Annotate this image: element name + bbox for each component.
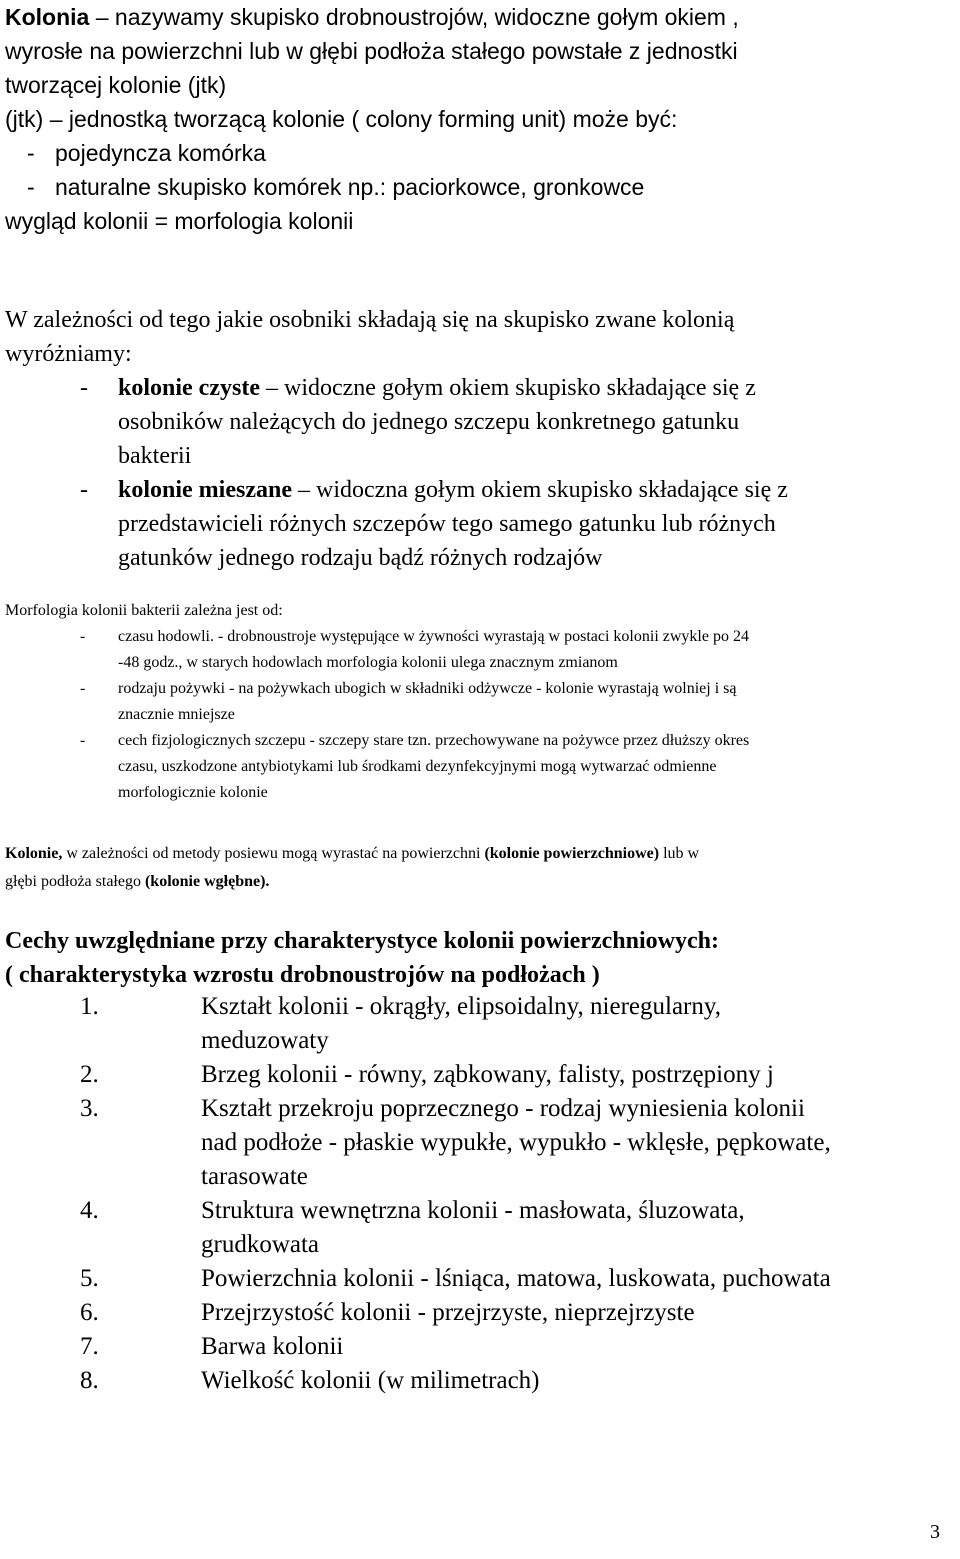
numbered-item: 1. Kształt kolonii - okrągły, elipsoidalny, nieregularny, meduzowaty	[80, 993, 722, 1054]
section-heading: Morfologia kolonii bakterii zależna jest od:	[5, 602, 283, 619]
list-item: - rodzaju pożywki - na pożywkach ubogich w składniki odżywcze - kolonie wyrastają wolniej i są znacznie mniejsze	[80, 680, 737, 723]
numbered-item: 2. Brzeg kolonii - równy, ząbkowany, falisty, postrzępiony j	[80, 1061, 774, 1088]
definition-line: wygląd kolonii = morfologia kolonii	[5, 208, 354, 234]
definition-line: Kolonia – nazywamy skupisko drobnoustrojów, widoczne gołym okiem ,	[5, 4, 739, 30]
morphology-section	[5, 598, 955, 806]
location-section	[5, 840, 955, 896]
numbered-item: 7. Barwa kolonii	[80, 1333, 344, 1360]
term-mixed-colonies: kolonie mieszane	[118, 477, 292, 503]
numbered-item: 5. Powierzchnia kolonii - lśniąca, matowa, luskowata, puchowata	[80, 1265, 831, 1292]
section-subheading: ( charakterystyka wzrostu drobnoustrojów na podłożach )	[5, 962, 600, 988]
definition-line: tworzącej kolonie (jtk)	[5, 72, 227, 98]
paragraph-line: wyróżniamy:	[5, 341, 132, 367]
numbered-item: 8. Wielkość kolonii (w milimetrach)	[80, 1367, 540, 1394]
features-heading	[5, 924, 955, 992]
definition-line: (jtk) – jednostką tworzącą kolonie ( colony forming unit) może być:	[5, 106, 678, 132]
numbered-item: 4. Struktura wewnętrzna kolonii - masłowata, śluzowata, grudkowata	[80, 1197, 745, 1258]
list-item: - pojedyncza komórka	[27, 140, 266, 166]
paragraph-line: głębi podłoża stałego (kolonie wgłębne).	[5, 873, 270, 890]
numbered-item: 6. Przejrzystość kolonii - przejrzyste, nieprzejrzyste	[80, 1299, 695, 1326]
numbered-item: 3. Kształt przekroju poprzecznego - rodzaj wyniesienia kolonii nad podłoże - płaskie wypukłe, wypukło - wklęsłe, pępkowate, tarasowate	[80, 1095, 831, 1190]
term-pure-colonies: kolonie czyste	[118, 375, 260, 401]
section-heading: Cechy uwzględniane przy charakterystyce kolonii powierzchniowych:	[5, 928, 719, 954]
list-item: - kolonie mieszane – widoczna gołym okiem skupisko składające się z przedstawicieli różnych szczepów tego samego gatunku lub różnych gatunków jednego rodzaju bądź różnych rodzajów	[80, 477, 788, 571]
features-list	[5, 990, 960, 1398]
colony-types-section	[5, 303, 955, 575]
list-item: - kolonie czyste – widoczne gołym okiem skupisko składające się z osobników należących do jednego szczepu konkretnego gatunku bakterii	[80, 375, 756, 469]
term-kolonia: Kolonia	[5, 4, 90, 30]
paragraph-line: Kolonie, w zależności od metody posiewu mogą wyrastać na powierzchni (kolonie powierzchniowe) lub w	[5, 845, 700, 862]
list-item: - cech fizjologicznych szczepu - szczepy stare tzn. przechowywane na pożywce przez dłuższy okres czasu, uszkodzone antybiotykami lub środkami dezynfekcyjnymi mogą wytwarzać odmienne morfologicznie kolonie	[80, 732, 750, 801]
list-item: - naturalne skupisko komórek np.: paciorkowce, gronkowce	[27, 174, 645, 200]
page-number: 3	[930, 1521, 940, 1543]
paragraph-line: W zależności od tego jakie osobniki składają się na skupisko zwane kolonią	[5, 307, 735, 333]
list-item: - czasu hodowli. - drobnoustroje występujące w żywności wyrastają w postaci kolonii zwykle po 24 -48 godz., w starych hodowlach morfologia kolonii ulega znacznym zmianom	[80, 628, 749, 671]
definition-line: wyrosłe na powierzchni lub w głębi podłoża stałego powstałe z jednostki	[5, 38, 738, 64]
definition-section	[5, 0, 955, 238]
